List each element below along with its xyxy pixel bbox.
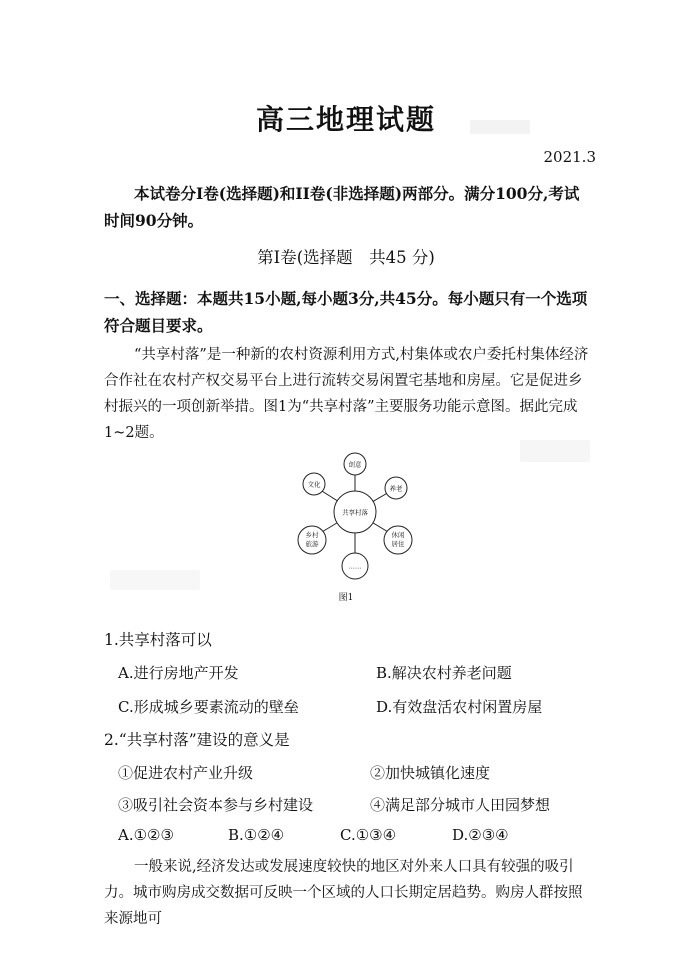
q2-statement-3: ③吸引社会资本参与乡村建设 [118,796,314,814]
part-heading: 一、选择题：本题共15小题,每小题3分,共45分。每小题只有一个选项符合题目要求。 [104,289,588,335]
node-label: 居住 [391,540,405,548]
center-node-label: 共享村落 [342,508,368,517]
question-1-stem: 1.共享村落可以 [104,631,212,649]
q2-option-d: D.②③④ [452,826,509,844]
q2-statement-4: ④满足部分城市人田园梦想 [370,796,551,814]
question-2-stem: 2.“共享村落”建设的意义是 [104,731,290,749]
q2-statement-1: ①促进农村产业升级 [118,764,254,782]
node-label: 旅游 [305,540,319,548]
exam-instructions: 本试卷分Ⅰ卷(选择题)和II卷(非选择题)两部分。满分100分,考试时间90分钟。 [104,184,580,230]
passage-1: “共享村落”是一种新的农村资源利用方式,村集体或农户委托村集体经济合作社在农村产权交易平台上进行流转交易闲置宅基地和房屋。它是促进乡村振兴的一项创新举措。图1为“共享村落”主要服务功能示意图。据此完成1~2题。 [104,347,589,441]
section-heading: 第Ⅰ卷(选择题 共45 分) [257,248,435,267]
passage-2: 一般来说,经济发达或发展速度较快的地区对外来人口具有较强的吸引力。城市购房成交数据可反映一个区域的人口长期定居趋势。购房人群按照来源地可 [104,859,583,927]
page-title: 高三地理试题 [255,103,436,136]
node-label: 创意 [348,460,362,469]
node-label: 休闲 [391,531,405,539]
figure-caption: 图1 [338,593,354,603]
q1-option-a: A.进行房地产开发 [118,664,239,682]
node-label: 文化 [307,480,321,489]
shared-village-diagram [290,450,420,590]
exam-date: 2021.3 [543,148,596,166]
q2-statement-2: ②加快城镇化速度 [370,764,491,782]
q1-option-d: D.有效盘活农村闲置房屋 [376,698,543,716]
q1-option-c: C.形成城乡要素流动的壁垒 [118,698,299,716]
q1-option-b: B.解决农村养老问题 [376,664,512,682]
q2-option-c: C.①③④ [340,826,397,844]
node-label: …… [348,562,362,571]
node-label: 养老 [389,484,403,493]
q2-option-a: A.①②③ [118,826,174,844]
node-label: 乡村 [305,531,319,539]
q2-option-b: B.①②④ [228,826,285,844]
